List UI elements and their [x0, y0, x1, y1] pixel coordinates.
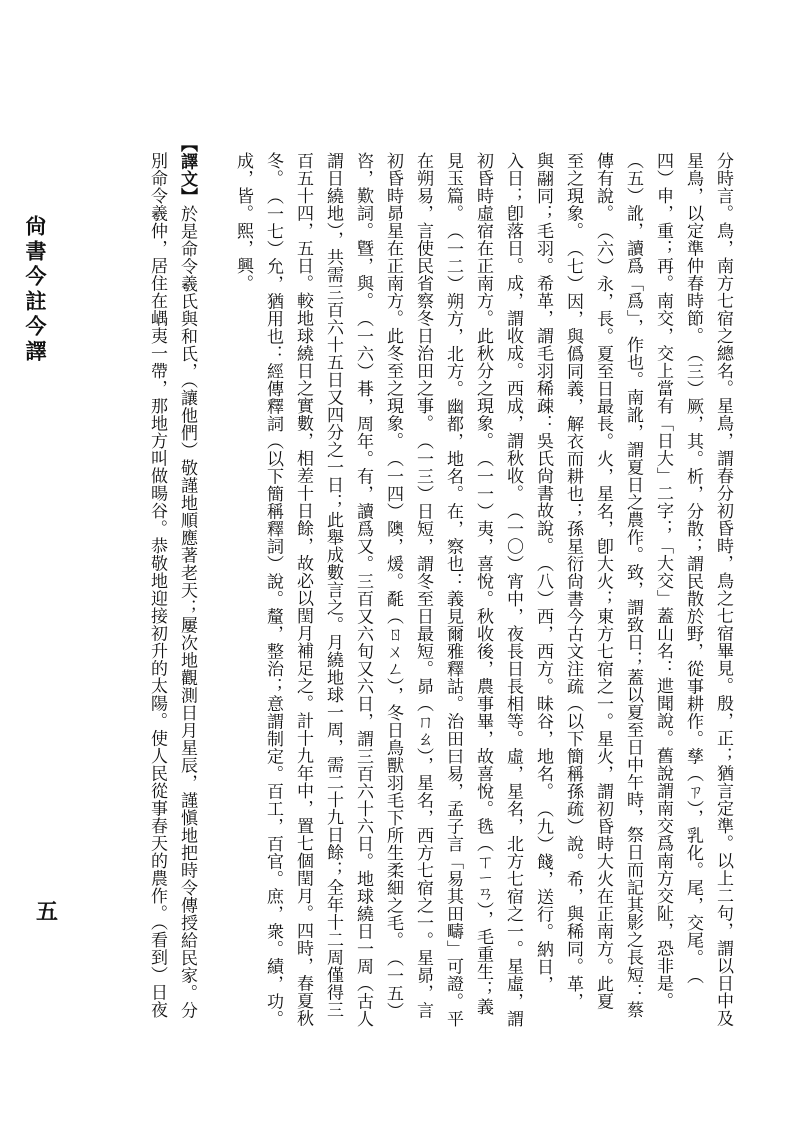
note-column: 至之現象。 （七）因，與僞同義，解衣而耕也；孫星衍尙書今古文注疏（以下簡稱孫疏）說。希，與稀同。革，	[563, 152, 583, 1010]
note-column: 傳有說。 （六）永，長。夏至日最長。火，星名，卽大火；東方七宿之一。星火，謂初昏時大火在正南方。此夏	[593, 152, 613, 1010]
translation-column	[172, 135, 202, 1110]
note-column: 見玉篇。 （一二）朔方，北方。幽都，地名。在，察也：義見爾雅釋詁。治田曰易，孟子言「易其田疇」可證。平	[443, 152, 463, 1028]
note-column: 成，皆。熙，興。	[233, 152, 253, 292]
note-column: 咨，歎詞。曁，與。 （一六）朞，周年。有，讀爲又。三百又六旬又六日，謂三百六十六日。地球繞日一周（古人	[353, 152, 373, 1028]
translation-column: 別命令羲仲，居住在嵎夷一帶，那地方叫做暘谷。恭敬地迎接初升的太陽。使人民從事春天的農作。（看到）日夜	[147, 152, 167, 1019]
note-column: 百五十四，五日。較地球繞日之實數，相差十日餘，故必以閏月補足之。計十九年中，置七個閏月。四時，春夏秋	[293, 152, 313, 1027]
note-column: 初昏時虛宿在正南方。此秋分之現象。 （一一）夷，喜悅。秋收後，農事畢，故喜悅。毨（ㄒㄧㄢ），毛重生；義	[473, 152, 493, 1016]
note-column: （五）訛，讀爲「爲」，作也。南訛，謂夏日之農作。致，謂致日；蓋以夏至日中午時，祭日而記其影之長短：蔡	[623, 152, 643, 1019]
note-column: 初昏時昴星在正南方。此冬至之現象。 （一四）隩，煖。氄（ㄖㄨㄥ），冬日鳥獸羽毛下所生柔細之毛。 （一五）	[383, 152, 403, 1020]
note-column: 分時言。鳥，南方七宿之總名。星鳥，謂春分初昏時，鳥之七宿畢見。殷，正；猶言定準。以上二句，謂以日中及	[713, 152, 733, 1027]
note-column: 謂日繞地），共需三百六十五日又四分之一日；此舉成數言之。月繞地球一周，需二十九日餘；全年十二周僅得三	[323, 152, 343, 1019]
note-column: 星鳥，以定準仲春時節。 （三）厥，其。析，分散；謂民散於野，從事耕作。孳（ㄗ），乳化。尾，交尾。 （	[683, 152, 703, 985]
note-column: 四）申，重；再。南交，交上當有「日大」二字；「大交」蓋山名：迣聞說。舊說謂南交爲南方交阯，恐非是。	[653, 152, 673, 1010]
running-header: 尙書今註今譯	[23, 215, 48, 365]
note-column: 在朔易，言使民省察冬日治田之事。 （一三）日短，謂冬至日最短。昴（ㄇㄠ），星名，西方七宿之一。星昴，言	[413, 152, 433, 1019]
note-column: 冬。 （一七）允，猶用也：經傳釋詞（以下簡稱釋詞）說。釐，整治；意謂制定。百工，百官。庶，衆。績，功。	[263, 152, 283, 1028]
note-column: 與翮同；毛羽。希革，謂毛羽稀疎：吳氏尙書故說。 （八）西，西方。昧谷，地名。 （九）餞，送行。納日，	[533, 152, 553, 993]
translation-text: 於是命令羲氏與和氏，（讓他們）敬謹地順應著老天；屢次地觀測日月星辰，謹愼地把時令傳授給民家。分	[177, 205, 197, 1019]
page-number: 五	[36, 899, 59, 925]
translation-tag: 【譯文】	[177, 135, 197, 205]
note-column: 入日；卽落日。成，謂收成。西成，謂秋收。 （一〇）宵中，夜長日長相等。虛，星名，北方七宿之一。星虛，謂	[503, 152, 523, 1028]
